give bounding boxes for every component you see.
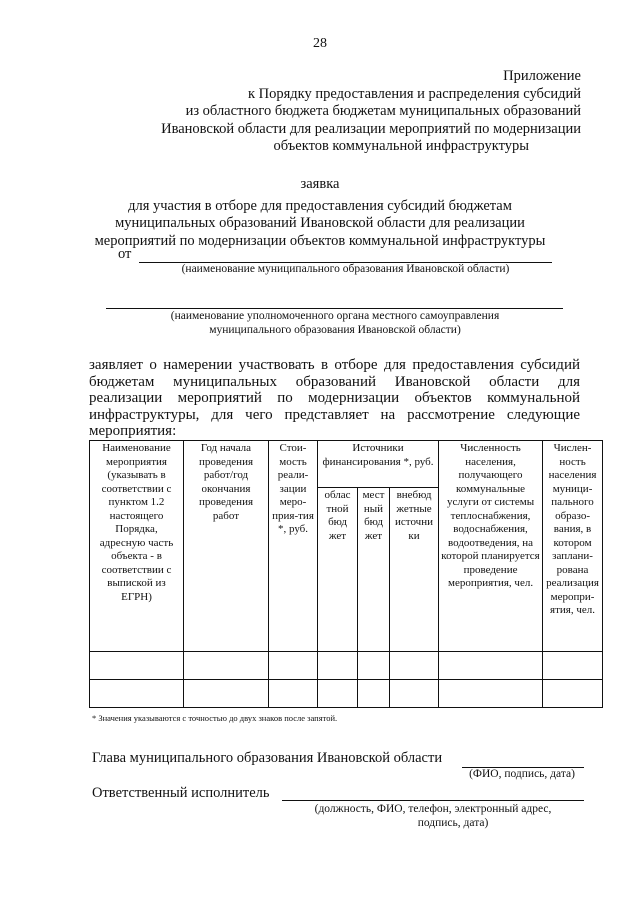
table-cell[interactable]	[358, 652, 390, 680]
appendix-line: к Порядку предоставления и распределения субсидий	[247, 85, 581, 102]
table-cell[interactable]	[543, 652, 603, 680]
header-regional-budget: облас тной бюд жет	[318, 488, 358, 652]
table-cell[interactable]	[184, 652, 269, 680]
table-cell[interactable]	[439, 652, 543, 680]
header-years: Год начала проведения работ/год окончания проведения работ	[184, 441, 269, 652]
table-cell[interactable]	[90, 652, 184, 680]
authority-caption	[100, 309, 570, 337]
from-label: от	[118, 246, 132, 262]
header-sources: Источники финансирования *, руб.	[318, 441, 439, 488]
head-label: Глава муниципального образования Ивановской области	[92, 750, 443, 766]
head-caption: (ФИО, подпись, дата)	[469, 768, 575, 780]
appendix-line: из областного бюджета бюджетам муниципальных образований	[185, 103, 581, 119]
declaration-line: мероприятия:	[89, 423, 177, 439]
header-name: Наименование мероприятия (указывать в соответствии с пунктом 1.2 настоящего Порядка, адресную часть объекта - в соответствии с выпиской из ЕГРН)	[90, 441, 184, 652]
table-cell[interactable]	[439, 680, 543, 708]
appendix-title: Приложение	[503, 68, 581, 84]
header-local-budget: мест ный бюд жет	[358, 488, 390, 652]
page-number: 28	[313, 36, 327, 51]
executor-label: Ответственный исполнитель	[92, 785, 270, 801]
declaration-line: реализации мероприятий по модернизации объектов коммунальной	[89, 390, 580, 406]
table-cell[interactable]	[184, 680, 269, 708]
municipality-caption: (наименование муниципального образования Ивановской области)	[181, 263, 510, 275]
table-cell[interactable]	[90, 680, 184, 708]
appendix-header	[161, 68, 581, 156]
declaration-text	[89, 357, 580, 440]
table-cell[interactable]	[318, 652, 358, 680]
table-cell[interactable]	[543, 680, 603, 708]
footnote: * Значения указываются с точностью до двух знаков после запятой.	[92, 713, 338, 723]
executor-signature-line[interactable]	[282, 800, 584, 801]
executor-caption-line: подпись, дата)	[417, 817, 489, 829]
application-heading	[40, 176, 600, 250]
table-row	[90, 652, 603, 680]
appendix-line: объектов коммунальной инфраструктуры	[273, 138, 529, 154]
table-cell[interactable]	[390, 652, 439, 680]
table-cell[interactable]	[390, 680, 439, 708]
application-line: муниципальных образований Ивановской области для реализации	[115, 215, 525, 231]
table-row	[90, 680, 603, 708]
table-cell[interactable]	[269, 680, 318, 708]
executor-caption	[282, 802, 584, 830]
application-line: мероприятий по модернизации объектов коммунальной инфраструктуры	[94, 232, 546, 249]
measures-table	[89, 440, 603, 708]
header-population: Численность населения, получающего коммунальные услуги от системы теплоснабжения, водоснабжения, водоотведения, на которой планируется проведение мероприятия, чел.	[439, 441, 543, 652]
declaration-line: инфраструктуры, для чего представляет на рассмотрение следующие	[89, 406, 580, 423]
table-cell[interactable]	[269, 652, 318, 680]
authority-caption-line: муниципального образования Ивановской области)	[209, 324, 461, 336]
appendix-line: Ивановской области для реализации мероприятий по модернизации	[161, 120, 581, 137]
table-cell[interactable]	[358, 680, 390, 708]
header-extrabudgetary: внебюд жетные источни ки	[390, 488, 439, 652]
application-title: заявка	[300, 176, 340, 192]
declaration-line: бюджетам муниципальных образований Ивановской области для	[89, 373, 580, 390]
table-header-row	[90, 441, 603, 488]
authority-caption-line: (наименование уполномоченного органа местного самоуправления	[170, 310, 500, 322]
header-cost: Стои-мость реали-зации меро-прия-тия *, руб.	[269, 441, 318, 652]
executor-caption-line: (должность, ФИО, телефон, электронный адрес,	[314, 803, 552, 815]
declaration-line: заявляет о намерении участвовать в отборе для предоставления субсидий	[89, 357, 580, 373]
application-line: для участия в отборе для предоставления субсидий бюджетам	[128, 197, 512, 214]
table-cell[interactable]	[318, 680, 358, 708]
header-planned-population: Числен-ность населения муници-пального образо-вания, в котором заплани-рована реализация меропри-ятия, чел.	[543, 441, 603, 652]
